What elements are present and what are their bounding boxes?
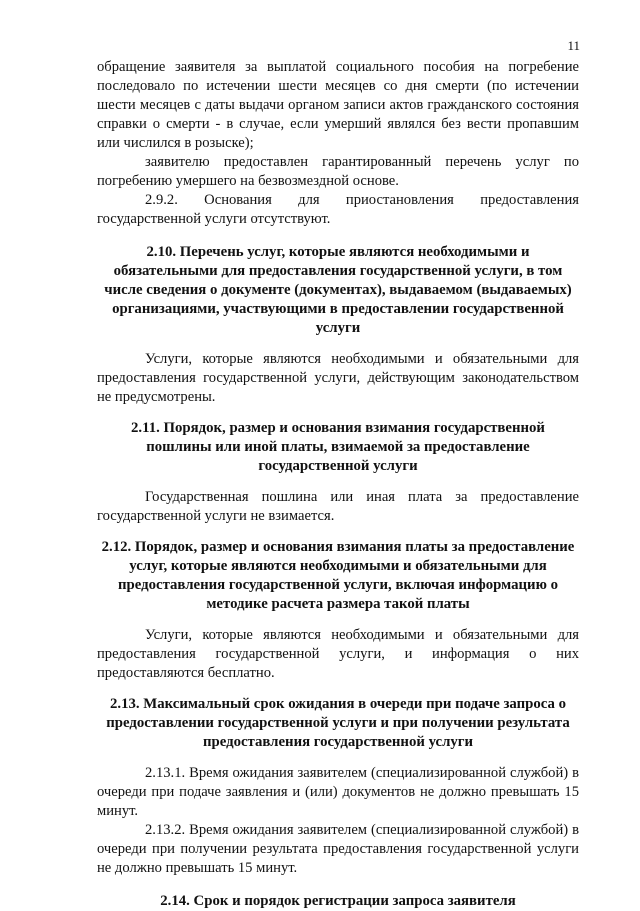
paragraph: обращение заявителя за выплатой социального пособия на погребение последовало по истечении шести месяцев со дня смерти (по истечении шести месяцев с даты выдачи органом записи актов гражданского состояния справки о смерти - в случае, если умерший являлся без вести пропавшим или числился в розыске); (97, 59, 579, 151)
document-body (97, 58, 579, 911)
paragraph: 2.13.2. Время ожидания заявителем (специализированной службой) в очереди при получении результата предоставления государственной услуги не должно превышать 15 минут. (97, 822, 579, 876)
paragraph: Услуги, которые являются необходимыми и обязательными для предоставления государственной услуги, действующим законодательством не предусмотрены. (97, 351, 579, 405)
section-heading: 2.14. Срок и порядок регистрации запроса заявителя (160, 893, 516, 909)
paragraph: Государственная пошлина или иная плата за предоставление государственной услуги не взимается. (97, 489, 579, 524)
paragraph: 2.13.1. Время ожидания заявителем (специализированной службой) в очереди при подаче заявления и (или) документов не должно превышать 15 минут. (97, 765, 579, 819)
section-heading: 2.13. Максимальный срок ожидания в очереди при подаче запроса о предоставлении государственной услуги и при получении результата предоставления государственной услуги (106, 696, 570, 750)
paragraph: Услуги, которые являются необходимыми и обязательными для предоставления государственной услуги, и информация о них предоставляются бесплатно. (97, 627, 579, 681)
section-heading: 2.11. Порядок, размер и основания взимания государственной пошлины или иной платы, взимаемой за предоставление государственной услуги (131, 420, 545, 474)
section-heading: 2.10. Перечень услуг, которые являются необходимыми и обязательными для предоставления государственной услуги, в том числе сведения о документе (документах), выдаваемом (выдаваемых) организациями, участвующими в предоставлении государственной услуги (104, 244, 572, 336)
paragraph: заявителю предоставлен гарантированный перечень услуг по погребению умершего на безвозмездной основе. (97, 154, 579, 189)
paragraph: 2.9.2. Основания для приостановления предоставления государственной услуги отсутствуют. (97, 192, 579, 227)
page-number: 11 (567, 38, 580, 53)
section-heading: 2.12. Порядок, размер и основания взимания платы за предоставление услуг, которые являются необходимыми и обязательными для предоставления государственной услуги, включая информацию о методике расчета размера такой платы (101, 539, 575, 612)
